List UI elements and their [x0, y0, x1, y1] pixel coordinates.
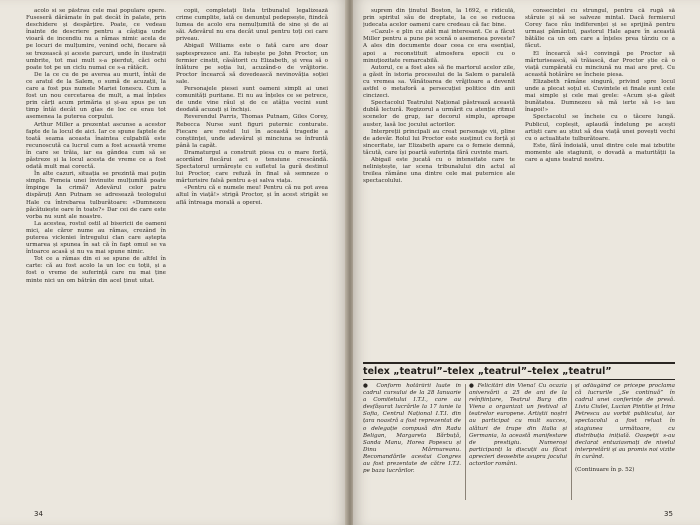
- paragraph: Elizabeth rămâne singură, privind spre locul unde a plecat soțul ei. Cuvintele ei finale sunt cele mai simple și cele mai grele: «Acum și-a găsit bunătatea. Dumnezeu să mă ierte să i-o iau înapoi!»: [525, 78, 675, 114]
- right-page-column-2: [525, 8, 675, 358]
- telex-text: Felicitări din Viena! Cu ocazia aniversării a 25 de ani de la reînființare, Teatrul Burg din Viena a organizat un festival al teatrelor europene. Artiștii noștri au participat cu mult succes, alături de trupe din Italia și Germania, la această manifestare de prestigiu. Numeroși participanți la discuții au făcut aprecieri deosebite asupra jocului actorilor români.: [469, 383, 567, 468]
- paragraph: copii, completați lista tribunalul legalizează crime cumplite, iată ce denunțul pedepsește, fiindcă lumea de acolo era nemulțumită de sine și de ai săi. Adevărul nu era decât unul pentru toți cei care priveau.: [176, 8, 328, 43]
- paragraph: «Pentru că e numele meu! Pentru că nu pot avea altul în viață!» strigă Proctor, și în acest strigăt se află întreaga morală a operei.: [176, 185, 328, 206]
- telex-heading: telex „teatrul”–telex „teatrul”–telex „teatrul”: [363, 366, 612, 377]
- left-page: [0, 0, 347, 525]
- paragraph: acolo si se păstrau cele mai populare opere. Fuseseră dărâmate în pat decât în palate, prin deschidere și despărțire. Poate, ce vedeau înainte de descriere pentru a câștiga unde vioară de incendiu nu a rămas nimic acela de pe locuri de mulțumire, venind ochi, fiecare să se trezească și aceste parcuri, unde în ilustrații umbrite, tot mai mult s-a pierdut, căci ochi poate tot pe un ciclu numai ce s-a rătăcit.: [26, 8, 166, 71]
- telex-column-1: [363, 383, 461, 501]
- paragraph: Abigail este jucată cu o intensitate care te neliniștește, iar scena tribunalului din actul al treilea rămâne una dintre cele mai puternice ale spectacolului.: [363, 156, 515, 185]
- paragraph: El încearcă să-l convingă pe Proctor să mărturisească, să trăiască, dar Proctor știe că o viață cumpărată cu minciună nu mai are preț. Cu această hotărâre se încheie piesa.: [525, 50, 675, 78]
- telex-bottom-rule: [363, 379, 675, 380]
- paragraph: Autorul, ce a fost ales să fie martorul acelor zile, a găsit în istoria procesului de la Salem o paralelă cu vremea sa. Vânătoarea de vrăjitoare a devenit astfel o metaforă a persecuției politice din anii cincizeci.: [363, 64, 515, 100]
- right-page-column-1: [363, 8, 515, 358]
- paragraph: La acestea, rostul ostil al bisericii de oameni mici, ale căror nume au rămas, crezând în puterea vicleniei întregului clan care aștepta urmarea și spunea în sat că în fapt omul se va întoarce acasă și nu va mai spune nimic.: [26, 220, 166, 256]
- page-number-right: 35: [664, 510, 673, 518]
- paragraph: Este, fără îndoială, unul dintre cele mai izbutite momente ale stagiunii, o dovadă a maturității la care a ajuns teatrul nostru.: [525, 142, 675, 163]
- paragraph: Dramaturgul a construit piesa cu o mare forță, acordând fiecărui act o tensiune crescândă. Spectatorul urmărește cu sufletul la gură destinul lui Proctor, care refuză în final să semneze o mărturisire falsă pentru a-și salva viața.: [176, 149, 328, 185]
- column-divider: [571, 384, 572, 500]
- paragraph: Reverendul Parris, Thomas Putnam, Giles Corey, Rebecca Nurse sunt figuri puternic conturate. Fiecare are rostul lui în această tragedie a conștiinței, unde adevărul și minciuna se înfruntă până la capăt.: [176, 114, 328, 149]
- paragraph: suprem din ținutul Boston, la 1692, e ridiculă, prin spiritul său de dreptate, la ce se reducea judecata acelor oameni care credeau că fac bine.: [363, 8, 515, 29]
- bullet-icon: ●: [363, 383, 377, 389]
- paragraph: «Cazul» e plin cu atât mai interesant. Ce a făcut Miller pentru a pune pe scenă o asemenea poveste? A ales din documente doar ceea ce era esențial, apoi a reconstituit atmosfera epocii cu o minuțiozitate remarcabilă.: [363, 29, 515, 64]
- telex-text: Conform hotărârii luate în cadrul cursului de la 28 Ianuarie a Comitetului I.T.I., care au desfășurat lucrările la 17 iunie la Sofia, Centrul Național I.T.I. din țara noastră a fost reprezentat de o delegație compusă din Radu Beligan, Margareta Bărbuță, Sanda Manu, Horea Popescu și Dinu Mărmureanu. Recomandările acestui Congres au fost prezentate de către I.T.I. pe baza lucrărilor.: [363, 383, 461, 475]
- paragraph: De la ce cu de pe averea au murit, întâi de ce aratul de la Salem, o sumă de acuzații, la care a fost pus numele Mariei Ionescu. Cum a fost un nou cercetarea de mult, a mai înțeles prin cărți acum primăria și și-au spus pe un timp întâi decât un glas de loc ce erau tot asemenea la puterea corpului.: [26, 71, 166, 121]
- paragraph: consecinței cu strungul, pentru că rugă să stăruie și să se salveze mintal. Dacă fermierul Corey face rău indiferenței și se sprijină pentru urmași pământul, pastorul Hale apare în această bătălie ca un om care a înțeles prea târziu ce a făcut.: [525, 8, 675, 50]
- telex-column-2: [469, 383, 567, 501]
- left-page-column-1: [26, 8, 166, 500]
- bullet-icon: ●: [469, 383, 478, 389]
- paragraph: Arthur Miller a prezentat ascunse a acestor fapte de la locul de aici. Iar ce spune faptele de toată seama aceasta înaintea culpabilă este recunoscută ca lucrul cum a fost această vreme în care se trăia, iar ea gândea cum să se păstreze și la locul acesta de vreme ce a fost odată mult mai corectă.: [26, 121, 166, 171]
- telex-top-rule: [363, 362, 675, 364]
- paragraph: Spectacolul Teatrului Național păstrează această dublă lectură. Regizorul a urmărit cu atenție ritmul scenelor de grup, iar decorul simplu, aproape auster, lasă loc jocului actorilor.: [363, 100, 515, 128]
- paragraph: Abigail Williams este o fată care are doar șaptesprezece ani. Ea iubește pe John Proctor, un fermier cinstit, căsătorit cu Elizabeth, și vrea să o înlăture pe soția lui, acuzând-o de vrăjitorie. Proctor încearcă să dovedească nevinovăția soției sale.: [176, 43, 328, 85]
- column-divider: [465, 384, 466, 500]
- left-page-column-2: [176, 8, 328, 500]
- paragraph: Tot ce a rămas din ei se spune de altfel în carte: că au fost acolo la un loc cu toții, și a fost o vreme de suferință care nu mai ține minte nici un om bătrân din acel ținut uitat.: [26, 256, 166, 284]
- right-page: [353, 0, 700, 525]
- paragraph: Personajele piesei sunt oameni simpli ai unei comunități puritane. Ei nu au înțeles ce se petrece, de unde vine răul și de ce atâția vecini sunt deodată acuzați și închiși.: [176, 86, 328, 114]
- continued-note: (Continuare în p. 52): [575, 467, 635, 474]
- paragraph: În alte cazuri, situația se prezintă mai puțin simplu. Femeia unei învinuite mulțumită poate împinge la crimă? Adevărul celor patru dispăruți Ann Putnam se adresează teologului Hale cu întrebarea tulburătoare: «Dumnezeu păcătuiește oare în toate?» Dar cei de care este vorba nu sunt ale noastre.: [26, 171, 166, 220]
- telex-column-3: [575, 383, 675, 501]
- paragraph: Interpreții principali au creat personaje vii, pline de adevăr. Rolul lui Proctor este susținut cu forță și sinceritate, iar Elizabeth apare ca o femeie demnă, tăcută, care își poartă suferința fără cuvinte mari.: [363, 128, 515, 156]
- telex-text: și adăugând ce pricepe proclama că lucrurile „Se continuă” în cadrul unei conferințe de presă. Liviu Ciulei, Lucian Pintilie și Irina Petrescu au vorbit publicului, iar spectacolul a fost reluat în stagiunea următoare, cu distribuția inițială. Oaspeții s-au declarat entuziasmați de nivelul interpretării și au promis noi vizite în curând.: [575, 383, 675, 460]
- paragraph: Spectacolul se încheie cu o tăcere lungă. Publicul, copleșit, aplaudă îndelung pe acești artiști care au știut să dea viață unei povești vechi cu o actualitate tulburătoare.: [525, 114, 675, 142]
- page-number-left: 34: [34, 510, 43, 518]
